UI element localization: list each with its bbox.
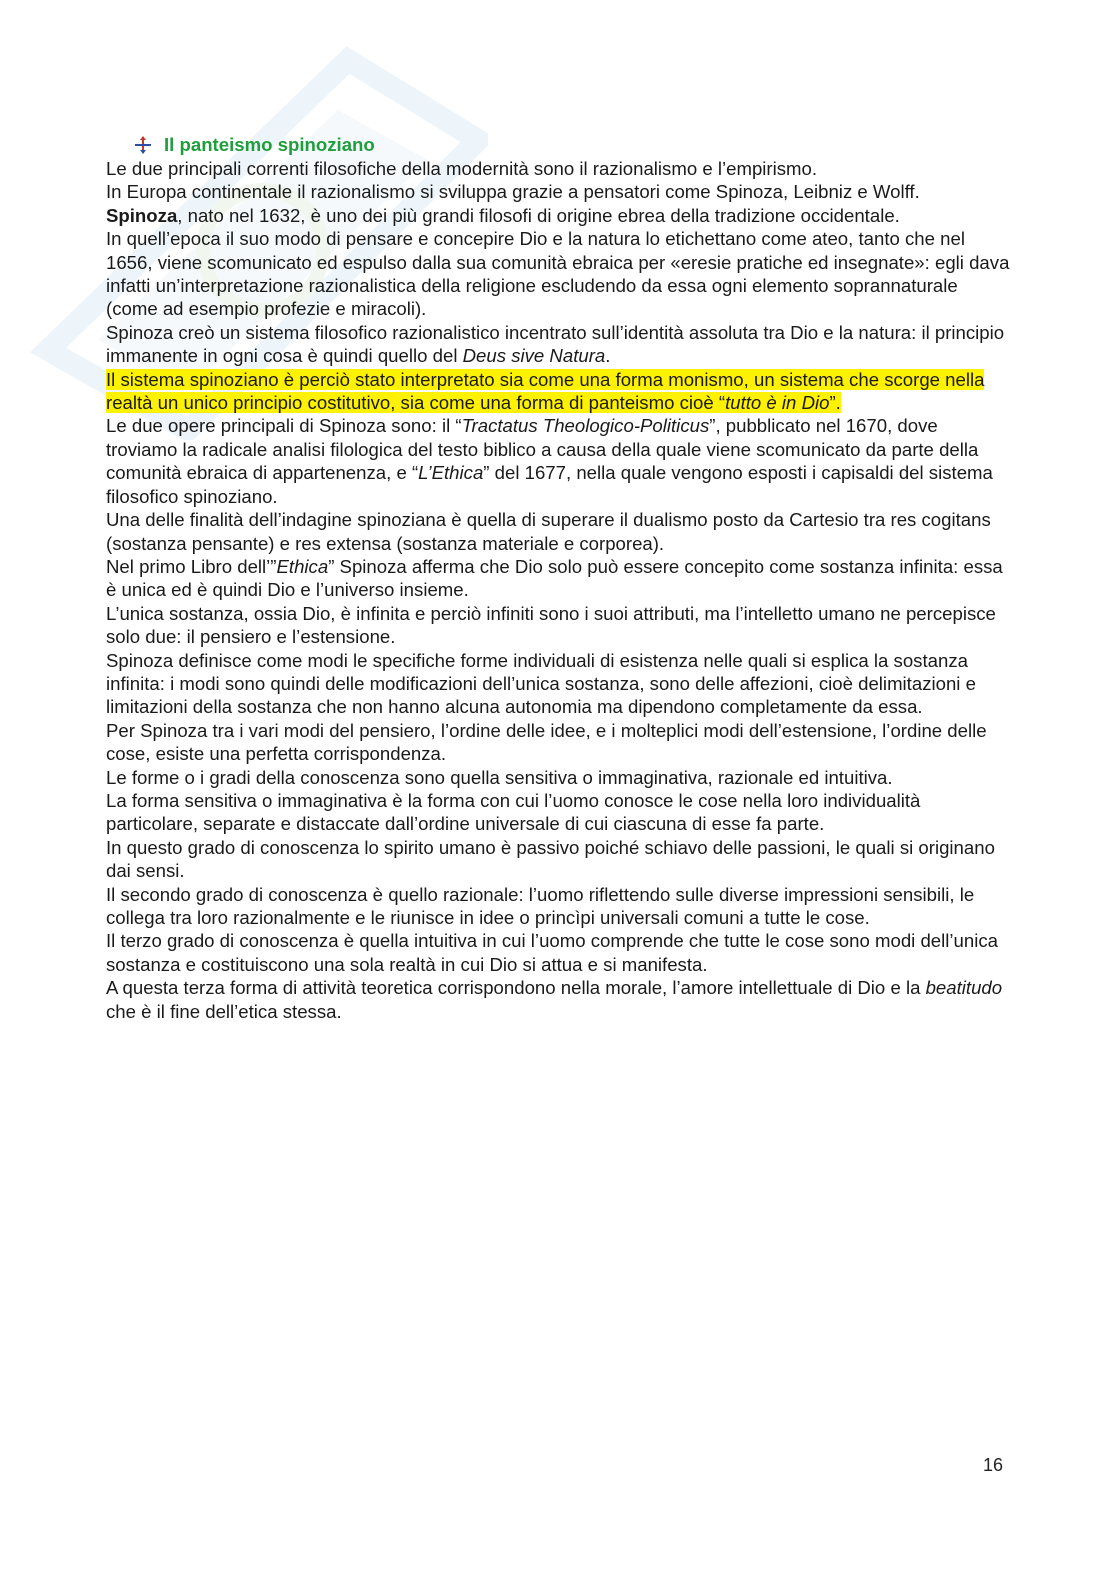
text-run: Il terzo grado di conoscenza è quella intuitiva in cui l’uomo comprende che tutte le cose sono modi dell’unica sostanza e costituiscono una sola realtà in cui Dio si attua e si manifesta.: [106, 930, 998, 975]
text-run: Le due principali correnti filosofiche della modernità sono il razionalismo e l’empirismo.: [106, 158, 818, 179]
paragraph: [106, 414, 1011, 508]
paragraph: [106, 227, 1011, 321]
paragraph-list: [106, 157, 1011, 1023]
text-run: Deus sive Natura: [462, 345, 606, 367]
text-run: In questo grado di conoscenza lo spirito umano è passivo poiché schiavo delle passioni, le quali si originano dai sensi.: [106, 836, 995, 882]
section-heading: [106, 133, 1011, 157]
paragraph: [106, 649, 1011, 719]
text-run: , nato nel 1632, è uno dei più grandi filosofi di origine ebrea della tradizione occidentale.: [177, 204, 900, 226]
paragraph: [106, 976, 1011, 1023]
paragraph: [106, 836, 1011, 883]
paragraph: [106, 157, 1011, 180]
paragraph: [106, 368, 1011, 415]
text-run: Nel primo Libro dell’”: [106, 555, 277, 577]
text-run: Una delle finalità dell’indagine spinoziana è quella di superare il dualismo posto da Cartesio tra res cogitans (sostanza pensante) e res extensa (sostanza materiale e corporea).: [106, 509, 991, 554]
text-run: Il secondo grado di conoscenza è quello razionale: l’uomo riflettendo sulle diverse impressioni sensibili, le collega tra loro razionalmente e le riunisce in idee o princìpi universali comuni a tutte le cose.: [106, 883, 975, 928]
paragraph: [106, 555, 1011, 602]
text-run: In Europa continentale il razionalismo si sviluppa grazie a pensatori come Spinoza, Leibniz e Wolff.: [106, 181, 920, 203]
text-run: Spinoza definisce come modi le specifiche forme individuali di esistenza nelle quali si esplica la sostanza infinita: i modi sono quindi delle modificazioni dell’unica sostanza, sono delle affezioni, cioè delimitazioni e limitazioni della sostanza che non hanno alcuna autonomia ma dipendono completamente da essa.: [106, 649, 976, 718]
text-run: che è il fine dell’etica stessa.: [106, 1000, 342, 1022]
text-run: Il sistema spinoziano è perciò stato interpretato sia come una forma monismo, un sistema che scorge nella realtà un unico principio costitutivo, sia come una forma di panteismo cioè “: [106, 368, 985, 414]
paragraph: [106, 789, 1011, 836]
text-run: tutto è in Dio: [725, 392, 830, 414]
text-run: A questa terza forma di attività teoretica corrispondono nella morale, l’amore intellettuale di Dio e la: [106, 977, 926, 999]
paragraph: [106, 508, 1011, 555]
text-run: Le due opere principali di Spinoza sono: il “: [106, 415, 462, 437]
text-run: .: [605, 345, 611, 367]
document-body: [106, 133, 1011, 1023]
text-run: Spinoza: [106, 204, 178, 226]
text-run: Le forme o i gradi della conoscenza sono quella sensitiva o immaginativa, razionale ed intuitiva.: [106, 766, 893, 788]
text-run: La forma sensitiva o immaginativa è la forma con cui l’uomo conosce le cose nella loro individualità particolare, separate e distaccate dall’ordine universale di cui ciascuna di esse fa parte.: [106, 789, 921, 835]
paragraph: [106, 719, 1011, 766]
paragraph: [106, 204, 1011, 227]
section-heading-text: Il panteismo spinoziano: [164, 134, 375, 156]
text-run: ” del 1677, nella quale vengono esposti i capisaldi del sistema filosofico spinoziano.: [106, 462, 993, 507]
text-run: Ethica: [276, 555, 329, 577]
text-run: L’unica sostanza, ossia Dio, è infinita e perciò infiniti sono i suoi attributi, ma l’intelletto umano ne percepisce solo due: il pensiero e l’estensione.: [106, 602, 996, 648]
four-arrows-bullet-icon: [134, 136, 152, 154]
text-run: ”.: [829, 392, 841, 414]
text-run: beatitudo: [925, 977, 1003, 999]
text-run: ”, pubblicato nel 1670, dove troviamo la radicale analisi filologica del testo biblico a causa della quale viene scomunicato da parte della comunità ebraica di appartenenza, e “: [106, 415, 979, 484]
paragraph: [106, 766, 1011, 789]
paragraph: [106, 180, 1011, 203]
paragraph: [106, 321, 1011, 368]
text-run: Spinoza creò un sistema filosofico razionalistico incentrato sull’identità assoluta tra Dio e la natura: il principio immanente in ogni cosa è quindi quello del: [106, 321, 1005, 367]
text-run: Per Spinoza tra i vari modi del pensiero, l’ordine delle idee, e i molteplici modi dell’estensione, l’ordine delle cose, esiste una perfetta corrispondenza.: [106, 719, 987, 765]
text-run: ” Spinoza afferma che Dio solo può essere concepito come sostanza infinita: essa è unica ed è quindi Dio e l’universo insieme.: [106, 555, 1003, 601]
paragraph: [106, 602, 1011, 649]
paragraph: [106, 883, 1011, 930]
paragraph: [106, 929, 1011, 976]
text-run: L’Ethica: [418, 462, 484, 484]
text-run: In quell’epoca il suo modo di pensare e concepire Dio e la natura lo etichettano come ateo, tanto che nel 1656, viene scomunicato ed espulso dalla sua comunità ebraica per «eresie pratiche ed insegnate»: egli dava infatti un’interpretazione razionalistica della religione escludendo da essa ogni elemento soprannaturale (come ad esempio profezie e miracoli).: [106, 228, 1010, 320]
text-run: Tractatus Theologico-Politicus: [461, 415, 710, 437]
page-number: 16: [983, 1455, 1004, 1475]
